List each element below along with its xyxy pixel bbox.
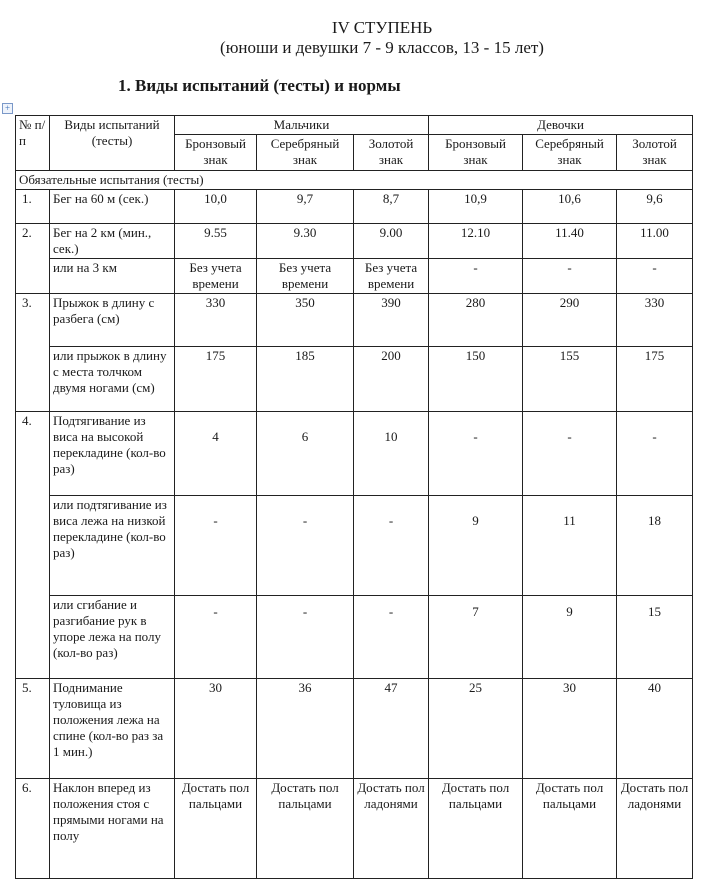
- row-number: 3.: [16, 294, 50, 412]
- norm-value: 330: [617, 294, 693, 347]
- norm-value: 12.10: [429, 224, 523, 259]
- norm-value: 10: [354, 412, 429, 496]
- norm-value: -: [354, 596, 429, 679]
- table-row: [16, 596, 693, 679]
- test-name: или прыжок в длину с места толчком двумя ногами (см): [50, 347, 175, 412]
- norm-value: 9.00: [354, 224, 429, 259]
- norm-value: 10,6: [523, 190, 617, 224]
- header-girls-silver: Серебряный знак: [523, 135, 617, 171]
- header-num: № п/п: [16, 116, 50, 171]
- norm-value: 30: [175, 679, 257, 779]
- stage-subtitle: (юноши и девушки 7 - 9 классов, 13 - 15 лет): [220, 38, 544, 57]
- norm-value: 390: [354, 294, 429, 347]
- table-row: [16, 347, 693, 412]
- norm-value: 10,0: [175, 190, 257, 224]
- norm-value: 36: [257, 679, 354, 779]
- norm-value: 350: [257, 294, 354, 347]
- norm-value: Достать пол ладонями: [617, 779, 693, 879]
- norm-value: 155: [523, 347, 617, 412]
- section-label: Обязательные испытания (тесты): [16, 171, 693, 190]
- norm-value: Достать пол пальцами: [429, 779, 523, 879]
- header-girls: Девочки: [429, 116, 693, 135]
- norm-value: Достать пол пальцами: [175, 779, 257, 879]
- norm-value: Без учета времени: [175, 259, 257, 294]
- header-boys: Мальчики: [175, 116, 429, 135]
- section-row: [16, 171, 693, 190]
- test-name: Поднимание туловища из положения лежа на спине (кол-во раз за 1 мин.): [50, 679, 175, 779]
- header-boys-bronze: Бронзовый знак: [175, 135, 257, 171]
- move-icon[interactable]: +: [2, 103, 13, 114]
- norm-value: -: [617, 412, 693, 496]
- norm-value: 15: [617, 596, 693, 679]
- norm-value: 6: [257, 412, 354, 496]
- norm-value: 9: [523, 596, 617, 679]
- test-name: или сгибание и разгибание рук в упоре лежа на полу (кол-во раз): [50, 596, 175, 679]
- norm-value: 8,7: [354, 190, 429, 224]
- row-number: 6.: [16, 779, 50, 879]
- norm-value: -: [523, 412, 617, 496]
- table-row: [16, 496, 693, 596]
- table-row: [16, 779, 693, 879]
- header-kind: Виды испытаний (тесты): [50, 116, 175, 171]
- table-row: [16, 259, 693, 294]
- norm-value: -: [257, 496, 354, 596]
- row-number: 4.: [16, 412, 50, 679]
- row-number: 5.: [16, 679, 50, 779]
- norm-value: 25: [429, 679, 523, 779]
- norm-value: -: [429, 259, 523, 294]
- norm-value: 11: [523, 496, 617, 596]
- table-row: [16, 412, 693, 496]
- stage-title: IV СТУПЕНЬ: [331, 18, 433, 37]
- table-row: [16, 679, 693, 779]
- norm-value: Достать пол ладонями: [354, 779, 429, 879]
- test-name: или подтягивание из виса лежа на низкой перекладине (кол-во раз): [50, 496, 175, 596]
- norm-value: 7: [429, 596, 523, 679]
- header-boys-gold: Золотой знак: [354, 135, 429, 171]
- norm-value: Достать пол пальцами: [257, 779, 354, 879]
- norm-value: -: [175, 596, 257, 679]
- test-name: Бег на 60 м (сек.): [50, 190, 175, 224]
- norm-value: Без учета времени: [257, 259, 354, 294]
- test-name: Подтягивание из виса на высокой перекладине (кол-во раз): [50, 412, 175, 496]
- norm-value: 47: [354, 679, 429, 779]
- norm-value: 175: [175, 347, 257, 412]
- norm-value: 9,7: [257, 190, 354, 224]
- table-row: [16, 224, 693, 259]
- norm-value: 330: [175, 294, 257, 347]
- norms-table: [15, 115, 693, 879]
- norm-value: 175: [617, 347, 693, 412]
- norm-value: 11.40: [523, 224, 617, 259]
- norm-value: 290: [523, 294, 617, 347]
- norm-value: 280: [429, 294, 523, 347]
- header-girls-bronze: Бронзовый знак: [429, 135, 523, 171]
- norm-value: 200: [354, 347, 429, 412]
- norm-value: 11.00: [617, 224, 693, 259]
- norm-value: 9.30: [257, 224, 354, 259]
- norm-value: 9: [429, 496, 523, 596]
- norm-value: Достать пол пальцами: [523, 779, 617, 879]
- norm-value: 185: [257, 347, 354, 412]
- test-name: или на 3 км: [50, 259, 175, 294]
- norm-value: -: [429, 412, 523, 496]
- norm-value: -: [617, 259, 693, 294]
- test-name: Прыжок в длину с разбега (см): [50, 294, 175, 347]
- header-row: [16, 116, 693, 135]
- table-row: [16, 190, 693, 224]
- norm-value: -: [257, 596, 354, 679]
- test-name: Наклон вперед из положения стоя с прямыми ногами на полу: [50, 779, 175, 879]
- norm-value: 9.55: [175, 224, 257, 259]
- norm-value: 30: [523, 679, 617, 779]
- norm-value: -: [523, 259, 617, 294]
- header-girls-gold: Золотой знак: [617, 135, 693, 171]
- norm-value: 10,9: [429, 190, 523, 224]
- norm-value: 18: [617, 496, 693, 596]
- norm-value: 4: [175, 412, 257, 496]
- row-number: 1.: [16, 190, 50, 224]
- norm-value: 150: [429, 347, 523, 412]
- header-boys-silver: Серебряный знак: [257, 135, 354, 171]
- norm-value: -: [175, 496, 257, 596]
- norm-value: 40: [617, 679, 693, 779]
- norm-value: Без учета времени: [354, 259, 429, 294]
- section-heading: 1. Виды испытаний (тесты) и нормы: [118, 76, 401, 95]
- table-row: [16, 294, 693, 347]
- row-number: 2.: [16, 224, 50, 294]
- norm-value: 9,6: [617, 190, 693, 224]
- test-name: Бег на 2 км (мин., сек.): [50, 224, 175, 259]
- norm-value: -: [354, 496, 429, 596]
